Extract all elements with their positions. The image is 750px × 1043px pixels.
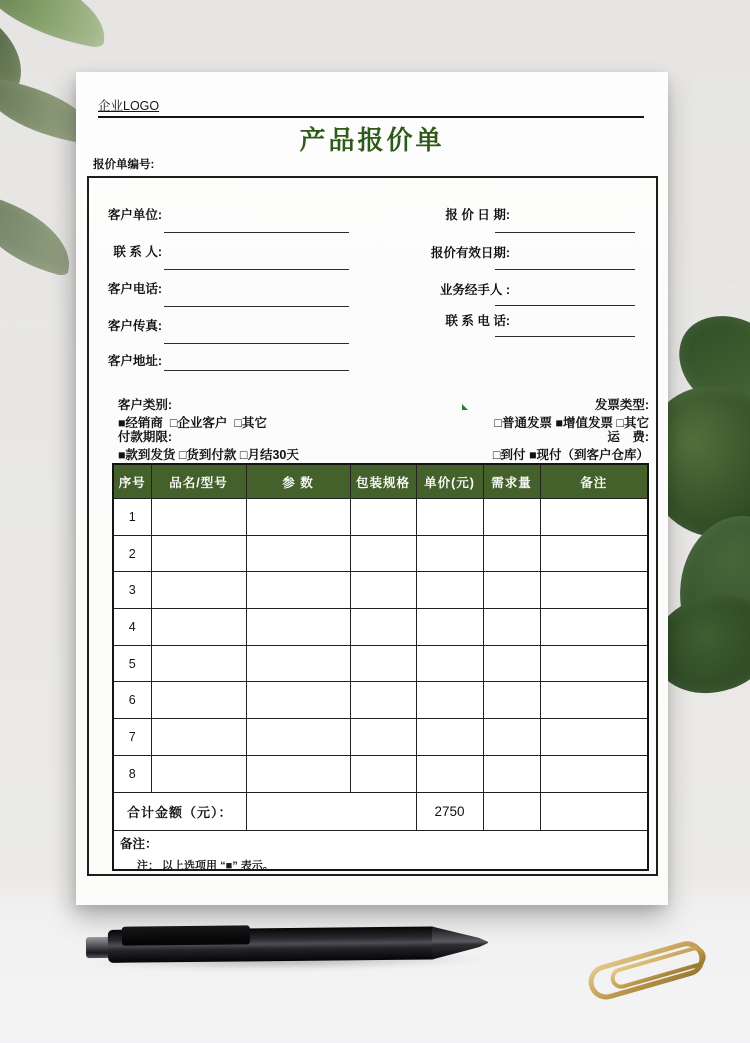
empty-cell [151, 535, 246, 572]
header-params: 参 数 [246, 464, 350, 499]
customer-type-choices: ■经销商 □企业客户 □其它 [117, 416, 267, 430]
empty-cell [416, 645, 483, 682]
empty-cell [483, 572, 540, 609]
field-line-customer-fax [164, 343, 349, 344]
empty-cell [540, 755, 648, 792]
empty-cell [246, 499, 350, 536]
empty-cell [350, 572, 416, 609]
field-line-quote-valid-date [495, 269, 635, 270]
table-header-row [113, 464, 648, 499]
freight-choices: □到付 ■现付（到客户仓库） [492, 448, 649, 462]
field-label-contact-tel: 联 系 电 话: [445, 314, 510, 328]
empty-cell [540, 682, 648, 719]
table-row [113, 572, 648, 609]
empty-cell [350, 682, 416, 719]
header-unit-price: 单价(元) [416, 464, 483, 499]
table-row [113, 609, 648, 646]
empty-cell [246, 719, 350, 756]
empty-cell [416, 535, 483, 572]
empty-cell [416, 499, 483, 536]
row-number: 7 [113, 719, 151, 756]
quote-number-label: 报价单编号: [93, 159, 155, 171]
paperclip [581, 930, 715, 1014]
field-label-customer-phone: 客户电话: [107, 282, 162, 296]
field-line-customer-phone [164, 306, 349, 307]
empty-cell [540, 499, 648, 536]
empty-cell [350, 499, 416, 536]
empty-cell [483, 499, 540, 536]
empty-cell [350, 755, 416, 792]
empty-cell [151, 682, 246, 719]
invoice-type-choices: □普通发票 ■增值发票 □其它 [494, 416, 649, 430]
pen-clip [122, 925, 250, 945]
row-number: 3 [113, 572, 151, 609]
empty-cell [350, 609, 416, 646]
row-number: 1 [113, 499, 151, 536]
invoice-type-label: 发票类型: [594, 398, 649, 412]
footnote: 注： 以上选项用 “■” 表示。 [137, 860, 274, 872]
empty-cell [416, 755, 483, 792]
header-name: 品名/型号 [151, 464, 246, 499]
empty-cell [246, 682, 350, 719]
field-label-customer-fax: 客户传真: [107, 319, 162, 333]
freight-label: 运 费: [607, 430, 649, 444]
total-row [113, 792, 648, 830]
field-line-customer-address [164, 370, 349, 371]
remarks-cell: 备注： [113, 830, 648, 870]
row-number: 4 [113, 609, 151, 646]
empty-cell [246, 535, 350, 572]
form-title: 产品报价单 [299, 125, 445, 155]
field-label-quote-date: 报 价 日 期: [445, 208, 510, 222]
empty-cell [540, 792, 648, 830]
header-rule [98, 116, 644, 118]
payment-terms-choices: ■款到发货 □货到付款 □月结30天 [117, 448, 299, 462]
header-no: 序号 [113, 464, 151, 499]
empty-cell [151, 755, 246, 792]
empty-cell [350, 535, 416, 572]
field-label-customer-address: 客户地址: [107, 354, 162, 368]
empty-cell [483, 792, 540, 830]
field-label-quote-valid-date: 报价有效日期: [430, 246, 510, 260]
field-line-customer-unit [164, 232, 349, 233]
quotation-table [112, 463, 649, 871]
empty-cell [416, 719, 483, 756]
customer-type-label: 客户类别: [117, 398, 173, 412]
row-number: 8 [113, 755, 151, 792]
paperclip-graphic [581, 930, 715, 1014]
empty-cell [151, 719, 246, 756]
pen [86, 922, 488, 972]
field-line-business-handler [495, 305, 635, 306]
cell-comment-marker [462, 404, 468, 410]
payment-terms-label: 付款期限: [117, 430, 173, 444]
empty-cell [540, 645, 648, 682]
row-number: 5 [113, 645, 151, 682]
field-line-contact-tel [495, 336, 635, 337]
empty-cell [540, 719, 648, 756]
empty-cell [416, 572, 483, 609]
empty-cell [246, 609, 350, 646]
empty-cell [483, 682, 540, 719]
table-row [113, 682, 648, 719]
empty-cell [151, 572, 246, 609]
total-unit-price: 2750 [416, 792, 483, 830]
empty-cell [540, 609, 648, 646]
empty-cell [540, 572, 648, 609]
quotation-paper [76, 72, 668, 905]
row-number: 2 [113, 535, 151, 572]
empty-cell [246, 755, 350, 792]
empty-cell [246, 792, 416, 830]
table-row [113, 499, 648, 536]
company-logo-text: 企业LOGO [98, 99, 160, 113]
empty-cell [246, 572, 350, 609]
empty-cell [246, 645, 350, 682]
header-quantity: 需求量 [483, 464, 540, 499]
field-label-business-handler: 业务经手人 : [439, 283, 510, 297]
field-label-customer-unit: 客户单位: [107, 208, 162, 222]
empty-cell [151, 499, 246, 536]
form-body [87, 176, 658, 876]
empty-cell [483, 755, 540, 792]
empty-cell [483, 719, 540, 756]
empty-cell [416, 682, 483, 719]
field-label-contact-person: 联 系 人: [113, 245, 162, 259]
empty-cell [483, 535, 540, 572]
empty-cell [151, 645, 246, 682]
row-number: 6 [113, 682, 151, 719]
field-line-quote-date [495, 232, 635, 233]
table-row [113, 755, 648, 792]
empty-cell [350, 719, 416, 756]
empty-cell [151, 609, 246, 646]
empty-cell [483, 609, 540, 646]
header-packaging: 包装规格 [350, 464, 416, 499]
empty-cell [350, 645, 416, 682]
field-line-contact-person [164, 269, 349, 270]
total-label: 合计金额（元）： [113, 792, 246, 830]
header-remarks: 备注 [540, 464, 648, 499]
table-row [113, 645, 648, 682]
table-row [113, 719, 648, 756]
empty-cell [416, 609, 483, 646]
table-row [113, 535, 648, 572]
empty-cell [483, 645, 540, 682]
empty-cell [540, 535, 648, 572]
